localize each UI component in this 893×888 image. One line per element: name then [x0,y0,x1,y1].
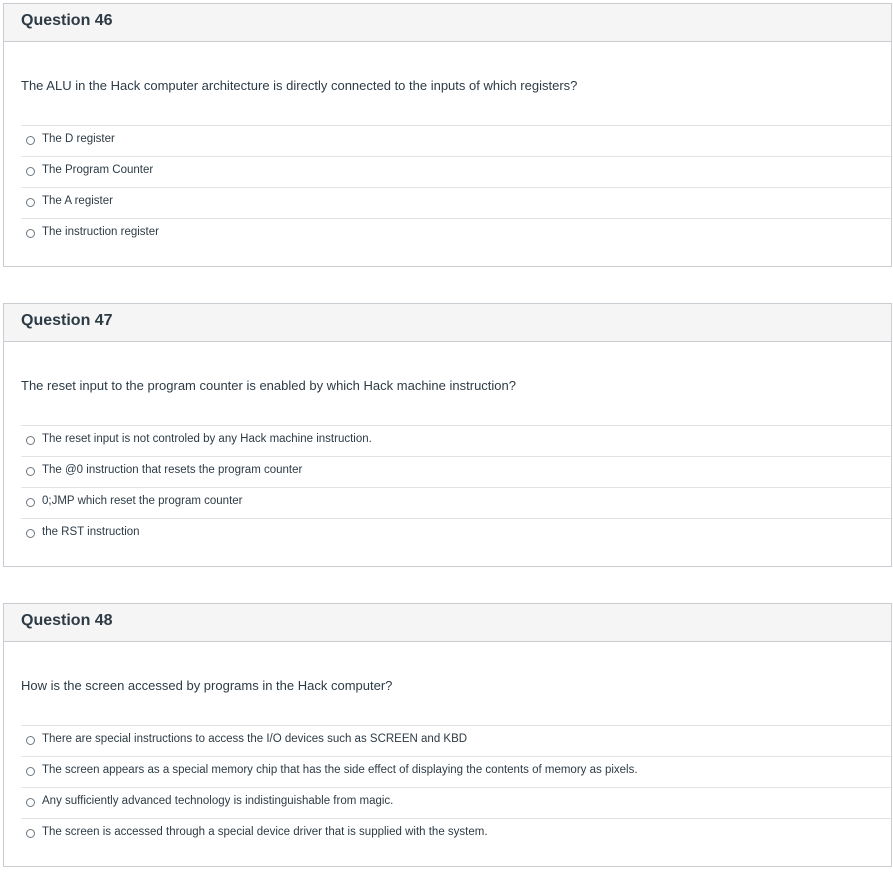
radio-button[interactable] [26,736,35,745]
radio-button[interactable] [26,798,35,807]
answer-option[interactable] [21,187,891,218]
radio-button[interactable] [26,167,35,176]
answer-option[interactable] [21,725,891,756]
answer-label[interactable]: 0;JMP which reset the program counter [42,495,243,507]
answer-option[interactable] [21,156,891,187]
answer-option[interactable] [21,456,891,487]
radio-button[interactable] [26,136,35,145]
answer-label[interactable]: Any sufficiently advanced technology is indistinguishable from magic. [42,795,394,807]
radio-button[interactable] [26,829,35,838]
answer-option[interactable] [21,125,891,156]
answer-label[interactable]: The Program Counter [42,164,154,176]
question-card-47 [3,303,892,567]
question-title: Question 48 [21,612,113,629]
answer-option[interactable] [21,518,891,549]
answer-option[interactable] [21,425,891,456]
answer-option[interactable] [21,818,891,849]
radio-button[interactable] [26,529,35,538]
question-card-46 [3,3,892,267]
answer-label[interactable]: The screen appears as a special memory chip that has the side effect of displaying the contents of memory as pixels. [42,764,638,776]
answer-label[interactable]: The A register [42,195,113,207]
answer-label[interactable]: There are special instructions to access the I/O devices such as SCREEN and KBD [42,733,468,745]
question-card-48 [3,603,892,867]
question-header [4,604,891,642]
radio-button[interactable] [26,767,35,776]
answer-option[interactable] [21,756,891,787]
answer-list [21,425,891,549]
question-text: How is the screen accessed by programs in the Hack computer? [21,678,393,693]
question-title: Question 47 [21,312,113,329]
radio-button[interactable] [26,198,35,207]
radio-button[interactable] [26,436,35,445]
answer-option[interactable] [21,487,891,518]
answer-label[interactable]: The instruction register [42,226,159,238]
answer-option[interactable] [21,218,891,249]
answer-label[interactable]: The @0 instruction that resets the program counter [42,464,303,476]
question-text: The reset input to the program counter is enabled by which Hack machine instruction? [21,378,516,393]
answer-list [21,125,891,249]
answer-label[interactable]: The screen is accessed through a special device driver that is supplied with the system. [42,826,488,838]
question-title: Question 46 [21,12,113,29]
answer-label[interactable]: the RST instruction [42,526,140,538]
radio-button[interactable] [26,467,35,476]
radio-button[interactable] [26,229,35,238]
answer-label[interactable]: The reset input is not controled by any Hack machine instruction. [42,433,372,445]
radio-button[interactable] [26,498,35,507]
question-header [4,304,891,342]
answer-label[interactable]: The D register [42,133,115,145]
question-header [4,4,891,42]
answer-option[interactable] [21,787,891,818]
question-text: The ALU in the Hack computer architecture is directly connected to the inputs of which registers? [21,78,578,93]
answer-list [21,725,891,849]
